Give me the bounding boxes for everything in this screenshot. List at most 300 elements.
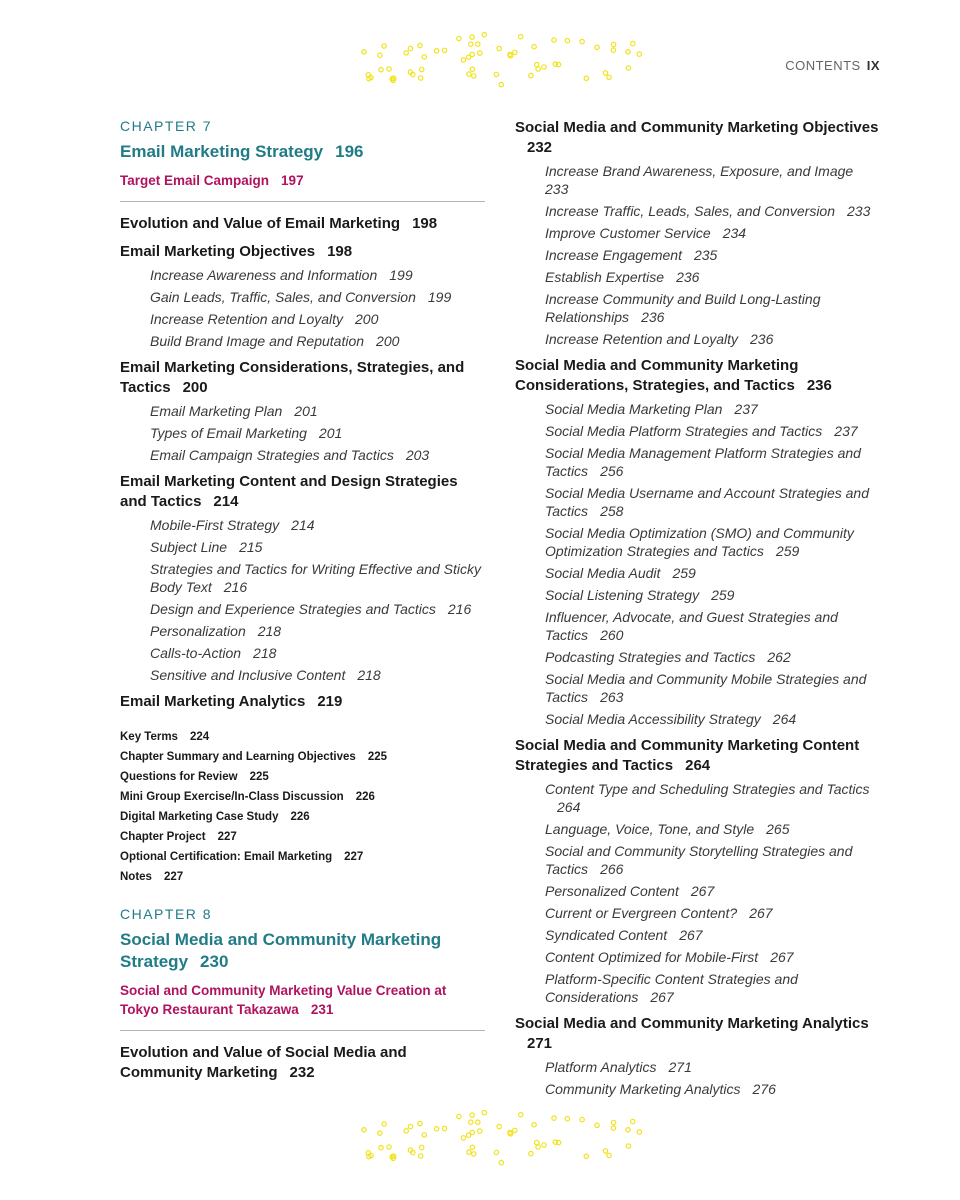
toc-entry[interactable] — [545, 444, 880, 480]
chapter-7 — [120, 118, 485, 884]
toc-section — [515, 118, 880, 348]
decorative-dot — [404, 1129, 408, 1133]
page-number: 198 — [412, 215, 438, 232]
toc-entry[interactable] — [545, 564, 880, 582]
toc-text: Social Media Marketing Plan — [545, 401, 723, 417]
decorative-dot — [476, 42, 480, 46]
toc-entry[interactable] — [545, 1058, 880, 1076]
decorative-dot — [378, 1131, 382, 1135]
toc-text: Content Type and Scheduling Strategies and Tactics — [545, 781, 870, 797]
toc-right-column — [515, 118, 880, 1106]
page-number: 227 — [163, 871, 184, 883]
toc-entry[interactable] — [545, 484, 880, 520]
decorative-dot — [494, 72, 498, 76]
decorative-dot — [378, 53, 382, 57]
toc-text: Personalized Content — [545, 883, 679, 899]
toc-entry[interactable] — [150, 666, 485, 684]
page-number: 201 — [294, 403, 318, 419]
page-number: 264 — [685, 757, 711, 774]
decorative-dot — [419, 1154, 423, 1158]
toc-text: Social Media Username and Account Strategies and Tactics — [545, 485, 869, 519]
toc-text: Current or Evergreen Content? — [545, 905, 738, 921]
toc-entry[interactable] — [545, 608, 880, 644]
decorative-dot — [467, 1150, 471, 1154]
page-number: 266 — [600, 861, 624, 877]
decorative-dot — [470, 1113, 474, 1117]
decorative-dot — [513, 1128, 517, 1132]
decorative-dot — [565, 39, 569, 43]
toc-text: Social Media Management Platform Strategies and Tactics — [545, 445, 861, 479]
decorative-dot — [461, 1136, 465, 1140]
toc-text: Community Marketing Analytics — [545, 1081, 741, 1097]
toc-entry[interactable] — [150, 538, 485, 556]
decorative-dot — [595, 45, 599, 49]
page-number: 227 — [217, 831, 237, 843]
toc-text: Improve Customer Service — [545, 225, 711, 241]
page-number: 256 — [600, 463, 624, 479]
page-number: 227 — [344, 851, 364, 863]
decorative-dot — [532, 1123, 536, 1127]
decorative-dot — [478, 1129, 482, 1133]
decorative-dot — [542, 1143, 546, 1147]
toc-entry[interactable] — [545, 330, 880, 348]
section-heading[interactable] — [120, 242, 485, 262]
chapter-7-end-matter — [120, 730, 485, 884]
chapter-8 — [120, 906, 485, 1083]
section-heading[interactable] — [120, 692, 485, 712]
decorative-dot — [497, 46, 501, 50]
decorative-dot — [580, 1117, 584, 1121]
toc-text: Increase Brand Awareness, Exposure, and Image — [545, 163, 854, 179]
page-number: 267 — [679, 927, 703, 943]
decorative-dot — [470, 1130, 474, 1134]
decorative-dot — [611, 42, 615, 46]
toc-entry[interactable] — [545, 670, 880, 706]
page-number: 226 — [290, 811, 310, 823]
decorative-dot — [552, 1116, 556, 1120]
decorative-dot — [470, 1145, 474, 1149]
toc-text: Email Marketing Considerations, Strategies, and Tactics — [120, 359, 465, 396]
chapter-label: CHAPTER 8 — [120, 906, 213, 922]
decorative-dot — [408, 46, 412, 50]
page-number: 233 — [847, 203, 871, 219]
page-number: 198 — [327, 243, 353, 260]
toc-section — [120, 692, 485, 712]
decorative-dot — [408, 1124, 412, 1128]
page-number: 218 — [257, 623, 282, 639]
toc-entry[interactable] — [545, 290, 880, 326]
toc-text: Increase Awareness and Information — [150, 267, 378, 283]
end-matter-item[interactable] — [120, 850, 485, 864]
toc-text: Establish Expertise — [545, 269, 665, 285]
decorative-dot — [478, 51, 482, 55]
toc-entry[interactable] — [150, 402, 485, 420]
page-number: 267 — [770, 949, 794, 965]
toc-text: Social Media and Community Marketing Analytics — [515, 1015, 869, 1032]
decorative-dot — [379, 68, 383, 72]
decorative-dot — [565, 1117, 569, 1121]
toc-section — [515, 1014, 880, 1098]
decorative-dot — [584, 76, 588, 80]
toc-entry[interactable] — [545, 904, 880, 922]
toc-text: Email Marketing Content and Design Strategies and Tactics — [120, 473, 458, 510]
toc-text: Questions for Review — [120, 771, 238, 783]
page-number: 264 — [772, 711, 797, 727]
toc-text: Social and Community Storytelling Strategies and Tactics — [545, 843, 853, 877]
toc-text: Social Media Platform Strategies and Tactics — [545, 423, 823, 439]
page-number: 234 — [722, 225, 747, 241]
chapter-title[interactable]: Social Media and Community Marketing Strategy 230 — [120, 930, 442, 971]
page-number: 271 — [668, 1059, 692, 1075]
toc-text: Increase Community and Build Long-Lasting Relationships — [545, 291, 821, 325]
toc-entry[interactable] — [545, 842, 880, 878]
toc-entry[interactable] — [150, 424, 485, 442]
toc-entry[interactable] — [150, 644, 485, 662]
toc-entry[interactable] — [545, 820, 880, 838]
decorative-dot — [584, 1154, 588, 1158]
decorative-dot — [470, 52, 474, 56]
decorative-dot — [626, 1144, 630, 1148]
decorative-dot — [382, 44, 386, 48]
toc-text: Platform-Specific Content Strategies and Considerations — [545, 971, 798, 1005]
toc-text: Social Media Audit — [545, 565, 661, 581]
toc-section — [120, 1043, 485, 1083]
toc-section — [120, 242, 485, 350]
decorative-dot — [631, 41, 635, 45]
toc-text: Email Marketing Analytics — [120, 693, 306, 710]
decorative-dot — [469, 1120, 473, 1124]
page-number: 259 — [775, 543, 800, 559]
decorative-dot — [499, 82, 503, 86]
decorative-dot — [637, 1130, 641, 1134]
decorative-dot — [482, 1111, 486, 1115]
decorative-dot — [536, 1145, 540, 1149]
section-heading[interactable] — [515, 736, 880, 776]
page-number: 219 — [317, 693, 343, 710]
page-number: 264 — [557, 799, 581, 815]
toc-text: Syndicated Content — [545, 927, 668, 943]
decorative-dot — [631, 1119, 635, 1123]
toc-text: Gain Leads, Traffic, Sales, and Conversion — [150, 289, 416, 305]
opening-case[interactable]: Target Email Campaign 197 — [120, 171, 485, 202]
page-number: 236 — [676, 269, 700, 285]
toc-text: Strategies and Tactics for Writing Effective and Sticky Body Text — [150, 561, 481, 595]
decorative-dot — [529, 73, 533, 77]
page-number: 200 — [376, 333, 400, 349]
dot-pattern — [352, 28, 648, 92]
toc-text: Mini Group Exercise/In-Class Discussion — [120, 791, 344, 803]
toc-text: Chapter Summary and Learning Objectives — [120, 751, 356, 763]
decorative-dot — [387, 67, 391, 71]
toc-entry[interactable] — [150, 266, 485, 284]
toc-text: Key Terms — [120, 731, 178, 743]
decorative-dot — [419, 76, 423, 80]
toc-text: Social Media and Community Marketing Content Strategies and Tactics — [515, 737, 860, 774]
section-heading[interactable] — [515, 118, 880, 158]
decorative-dot — [470, 35, 474, 39]
toc-section — [515, 356, 880, 728]
page-number: 216 — [223, 579, 248, 595]
decorative-dot — [626, 66, 630, 70]
decorative-dot — [420, 67, 424, 71]
toc-entry[interactable] — [545, 586, 880, 604]
decorative-dot — [422, 1133, 426, 1137]
toc-section — [515, 736, 880, 1006]
end-matter-item[interactable] — [120, 810, 485, 824]
toc-entry[interactable] — [545, 926, 880, 944]
toc-text: Types of Email Marketing — [150, 425, 307, 441]
section-heading[interactable] — [120, 358, 485, 398]
toc-entry[interactable] — [545, 162, 880, 198]
end-matter-item[interactable] — [120, 750, 485, 764]
section-heading[interactable] — [120, 1043, 485, 1083]
decorative-dot — [637, 52, 641, 56]
toc-text: Calls-to-Action — [150, 645, 242, 661]
opening-case[interactable]: Social and Community Marketing Value Creation at Tokyo Restaurant Takazawa 231 — [120, 981, 485, 1031]
decorative-dot — [552, 38, 556, 42]
toc-text: Evolution and Value of Social Media and Community Marketing — [120, 1044, 407, 1081]
section-heading[interactable] — [120, 214, 485, 234]
decorative-dot — [362, 1128, 366, 1132]
decorative-dot — [497, 1124, 501, 1128]
decorative-dot — [611, 1120, 615, 1124]
toc-left-column — [120, 118, 485, 1091]
toc-text: Mobile-First Strategy — [150, 517, 280, 533]
end-matter-item[interactable] — [120, 870, 485, 884]
toc-entry[interactable] — [545, 948, 880, 966]
chapter-8-sections — [120, 1043, 485, 1083]
decorative-dot — [418, 1121, 422, 1125]
toc-entry[interactable] — [545, 882, 880, 900]
decorative-dot — [536, 67, 540, 71]
toc-text: Social Media Accessibility Strategy — [545, 711, 761, 727]
page-number: 265 — [766, 821, 790, 837]
page-number: 236 — [806, 377, 832, 394]
toc-entry[interactable] — [150, 600, 485, 618]
page-number: 258 — [600, 503, 624, 519]
page-number: 199 — [427, 289, 452, 305]
page-number: 200 — [182, 379, 208, 396]
decorative-dot — [362, 50, 366, 54]
decorative-dot — [442, 1126, 446, 1130]
decorative-dot — [580, 39, 584, 43]
chapter-8-sections-continued — [515, 118, 880, 1098]
decorative-dot — [404, 51, 408, 55]
toc-text: Subject Line — [150, 539, 228, 555]
page-number: 263 — [600, 689, 624, 705]
decorative-dot — [482, 33, 486, 37]
toc-text: Notes — [120, 871, 152, 883]
toc-entry[interactable] — [150, 310, 485, 328]
toc-entry[interactable] — [150, 516, 485, 534]
decorative-dot — [379, 1146, 383, 1150]
decorative-dot — [626, 50, 630, 54]
page-number: 236 — [750, 331, 774, 347]
decorative-dot — [387, 1145, 391, 1149]
toc-entry[interactable] — [150, 332, 485, 350]
toc-text: Increase Retention and Loyalty — [545, 331, 739, 347]
toc-text: Personalization — [150, 623, 246, 639]
toc-text: Digital Marketing Case Study — [120, 811, 279, 823]
end-matter-item[interactable] — [120, 830, 485, 844]
dot-pattern — [352, 1106, 648, 1170]
toc-text: Design and Experience Strategies and Tactics — [150, 601, 436, 617]
toc-entry[interactable] — [545, 780, 880, 816]
page-number: 236 — [641, 309, 665, 325]
page-number: 200 — [355, 311, 379, 327]
decorative-dot — [535, 62, 539, 66]
decorative-dot — [535, 1140, 539, 1144]
decorative-dot — [420, 1145, 424, 1149]
page-number: 271 — [527, 1035, 553, 1052]
running-head-label: CONTENTS — [785, 58, 861, 73]
toc-text: Social Media and Community Marketing Considerations, Strategies, and Tactics — [515, 357, 799, 394]
page-number: 259 — [672, 565, 696, 581]
decorative-dot — [418, 43, 422, 47]
decorative-dots-top — [352, 28, 648, 92]
decorative-dots-bottom — [352, 1106, 648, 1170]
page-number: 237 — [834, 423, 858, 439]
decorative-dot — [513, 50, 517, 54]
toc-entry[interactable] — [545, 710, 880, 728]
toc-text: Increase Retention and Loyalty — [150, 311, 344, 327]
page-number: 267 — [749, 905, 773, 921]
decorative-dot — [494, 1150, 498, 1154]
decorative-dot — [499, 1160, 503, 1164]
toc-text: Email Marketing Objectives — [120, 243, 316, 260]
page-number: 267 — [650, 989, 674, 1005]
toc-entry[interactable] — [545, 524, 880, 560]
toc-text: Social Media and Community Mobile Strategies and Tactics — [545, 671, 867, 705]
toc-entry[interactable] — [545, 400, 880, 418]
decorative-dot — [532, 45, 536, 49]
toc-section — [120, 214, 485, 234]
decorative-dot — [519, 1113, 523, 1117]
decorative-dot — [472, 1152, 476, 1156]
page-number: 237 — [734, 401, 758, 417]
toc-text: Optional Certification: Email Marketing — [120, 851, 333, 863]
toc-text: Increase Traffic, Leads, Sales, and Conversion — [545, 203, 836, 219]
decorative-dot — [442, 48, 446, 52]
toc-text: Social Listening Strategy — [545, 587, 700, 603]
toc-entry[interactable] — [545, 224, 880, 242]
decorative-dot — [607, 1153, 611, 1157]
toc-text: Influencer, Advocate, and Guest Strategies and Tactics — [545, 609, 838, 643]
toc-text: Increase Engagement — [545, 247, 682, 263]
decorative-dot — [422, 55, 426, 59]
decorative-dot — [470, 67, 474, 71]
toc-entry[interactable] — [150, 446, 485, 464]
decorative-dot — [434, 1127, 438, 1131]
toc-entry[interactable] — [545, 268, 880, 286]
page-number: 260 — [600, 627, 624, 643]
decorative-dot — [607, 75, 611, 79]
toc-entry[interactable] — [545, 648, 880, 666]
end-matter-item[interactable] — [120, 790, 485, 804]
decorative-dot — [469, 42, 473, 46]
toc-text: Sensitive and Inclusive Content — [150, 667, 346, 683]
toc-text: Language, Voice, Tone, and Style — [545, 821, 755, 837]
end-matter-item[interactable] — [120, 730, 485, 744]
toc-text: Build Brand Image and Reputation — [150, 333, 365, 349]
section-heading[interactable] — [515, 1014, 880, 1054]
toc-entry[interactable] — [150, 560, 485, 596]
decorative-dot — [457, 36, 461, 40]
toc-text: Social Media Optimization (SMO) and Community Optimization Strategies and Tactics — [545, 525, 854, 559]
page-number: 218 — [253, 645, 277, 661]
decorative-dot — [382, 1122, 386, 1126]
decorative-dot — [626, 1128, 630, 1132]
page-number: 267 — [690, 883, 715, 899]
toc-entry[interactable] — [150, 622, 485, 640]
toc-text: Email Marketing Plan — [150, 403, 283, 419]
toc-text: Email Campaign Strategies and Tactics — [150, 447, 394, 463]
page-number: 201 — [318, 425, 343, 441]
page-number: 226 — [355, 791, 375, 803]
decorative-dot — [595, 1123, 599, 1127]
toc-entry[interactable] — [150, 288, 485, 306]
decorative-dot — [461, 58, 465, 62]
folio: IX — [866, 58, 880, 73]
page-number: 214 — [213, 493, 239, 510]
section-heading[interactable] — [515, 356, 880, 396]
decorative-dot — [611, 1126, 615, 1130]
page-number: 199 — [389, 267, 413, 283]
toc-text: Chapter Project — [120, 831, 206, 843]
toc-section — [120, 472, 485, 684]
toc-text: Social Media and Community Marketing Objectives — [515, 119, 879, 136]
toc-text: Content Optimized for Mobile-First — [545, 949, 759, 965]
page-number: 262 — [767, 649, 791, 665]
decorative-dot — [603, 71, 607, 75]
section-heading[interactable] — [120, 472, 485, 512]
toc-entry[interactable] — [545, 246, 880, 264]
decorative-dot — [467, 72, 471, 76]
toc-entry[interactable] — [545, 422, 880, 440]
toc-entry[interactable] — [545, 1080, 880, 1098]
decorative-dot — [603, 1149, 607, 1153]
toc-entry[interactable] — [545, 202, 880, 220]
page-number: 225 — [249, 771, 269, 783]
page-number: 235 — [693, 247, 718, 263]
toc-text: Podcasting Strategies and Tactics — [545, 649, 756, 665]
toc-entry[interactable] — [545, 970, 880, 1006]
page-number: 218 — [357, 667, 381, 683]
decorative-dot — [472, 74, 476, 78]
page-number: 216 — [447, 601, 472, 617]
page-number: 224 — [189, 731, 210, 743]
decorative-dot — [611, 48, 615, 52]
toc-text: Evolution and Value of Email Marketing — [120, 215, 401, 232]
end-matter-item[interactable] — [120, 770, 485, 784]
page-number: 232 — [289, 1064, 315, 1081]
page-number: 259 — [711, 587, 735, 603]
page-number: 276 — [752, 1081, 776, 1097]
chapter-label: CHAPTER 7 — [120, 118, 213, 134]
decorative-dot — [434, 49, 438, 53]
toc-section — [120, 358, 485, 464]
page-number: 214 — [291, 517, 315, 533]
page-number: 232 — [527, 139, 553, 156]
toc-text: Platform Analytics — [545, 1059, 657, 1075]
chapter-title[interactable]: Email Marketing Strategy 196 — [120, 142, 364, 161]
decorative-dot — [519, 35, 523, 39]
page-number: 233 — [545, 181, 569, 197]
decorative-dot — [476, 1120, 480, 1124]
page-number: 225 — [367, 751, 388, 763]
decorative-dot — [542, 65, 546, 69]
decorative-dot — [457, 1114, 461, 1118]
